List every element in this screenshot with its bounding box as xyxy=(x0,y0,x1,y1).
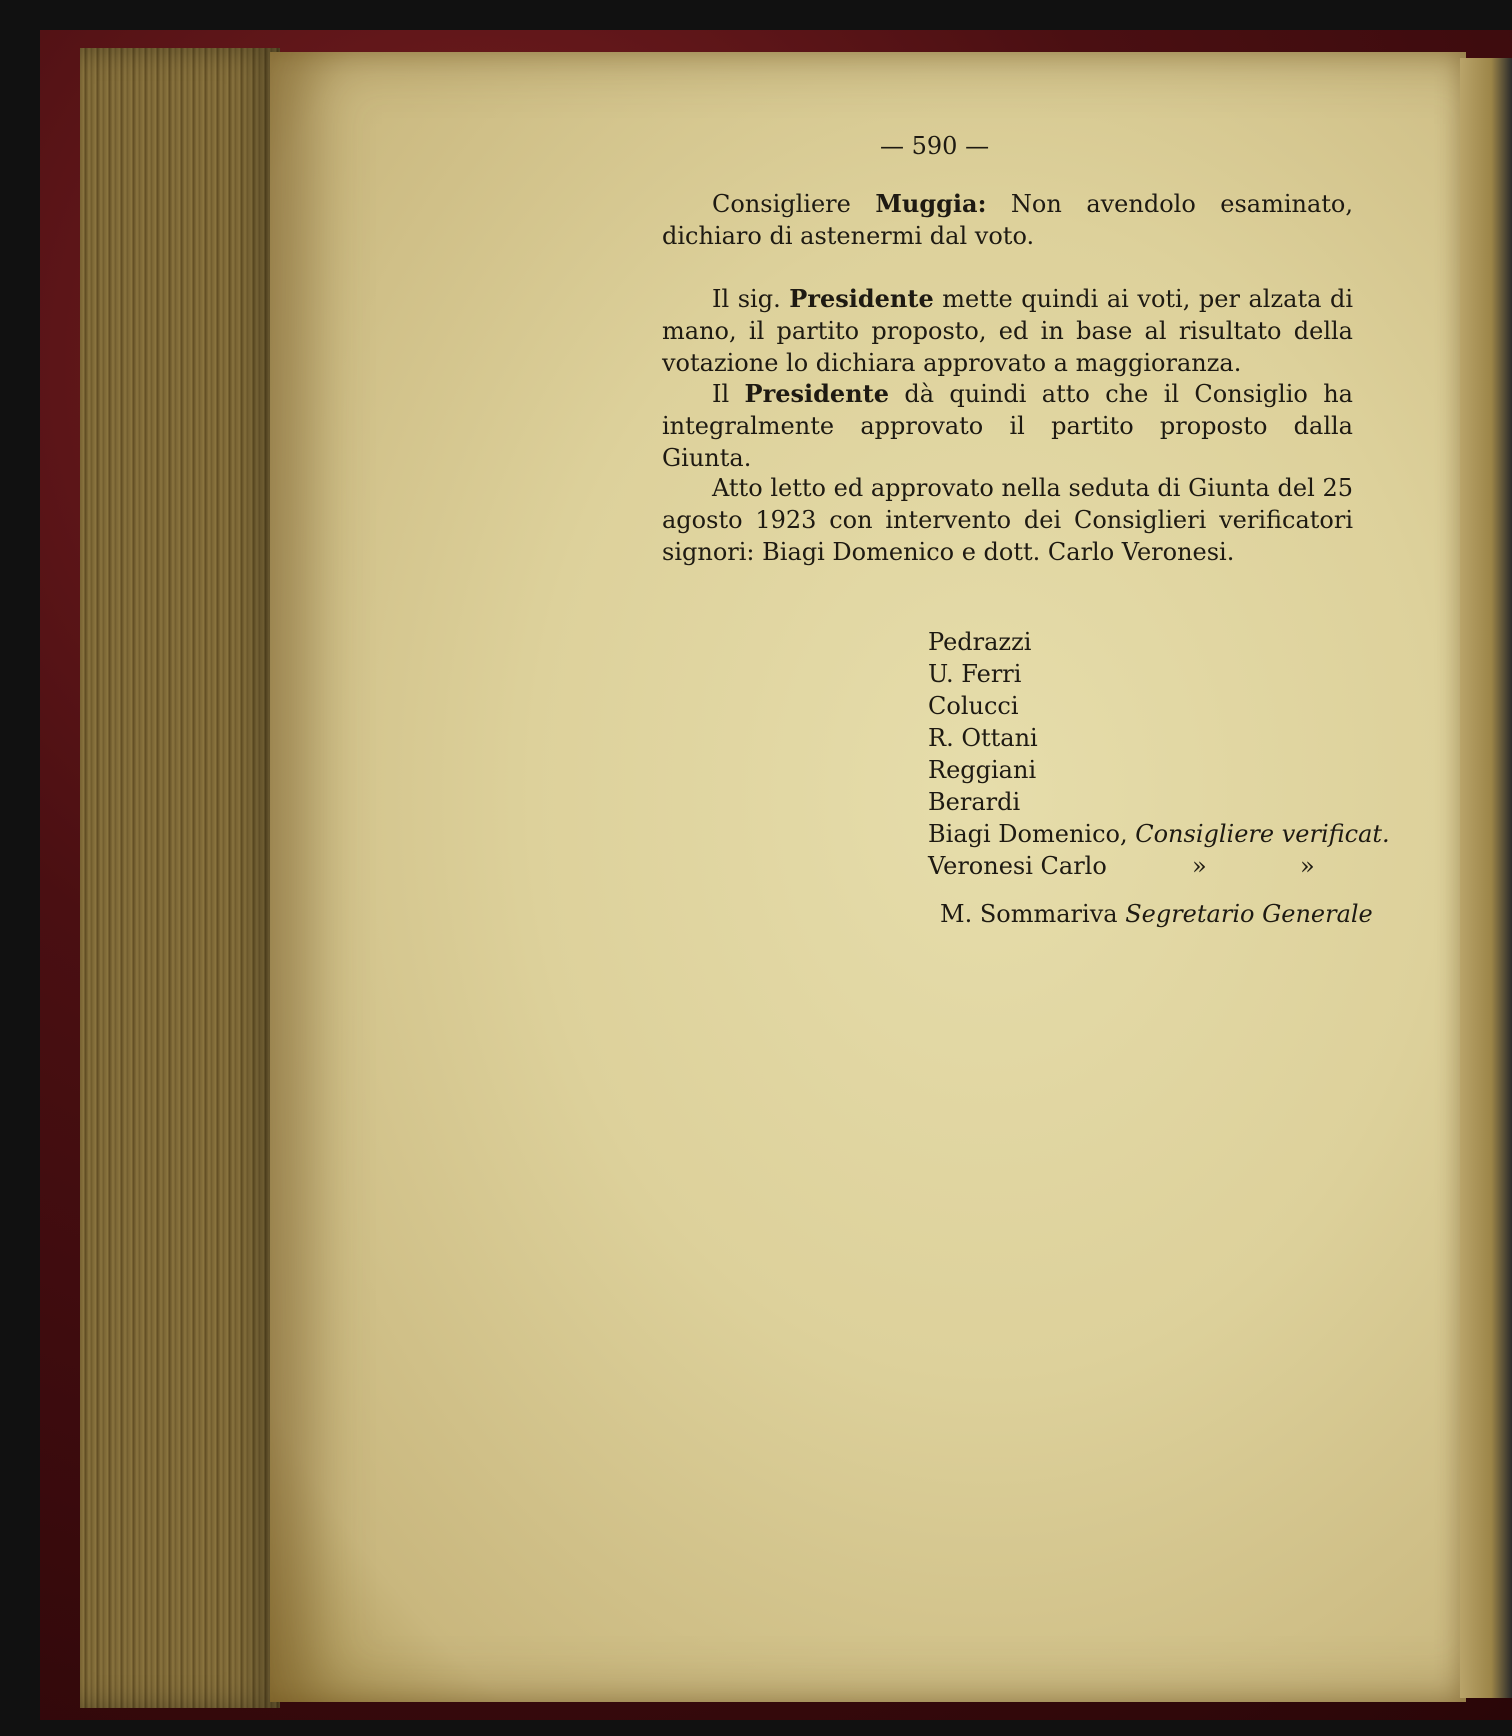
secretary-role: Segretario Generale xyxy=(1125,900,1373,928)
signature-list xyxy=(928,626,1390,882)
signature-item: Berardi xyxy=(928,788,1021,816)
signature-item: Pedrazzi xyxy=(928,628,1032,656)
para1-text: Non avendolo esaminato, dichiaro di astenermi dal voto. xyxy=(662,190,1354,250)
para1-prefix: Consigliere xyxy=(712,190,876,218)
para2-speaker: Presidente xyxy=(789,284,934,313)
page-right-edge xyxy=(1460,58,1512,1698)
verifier1-name: Biagi Domenico, xyxy=(928,820,1136,848)
paragraph-atto-letto: Atto letto ed approvato nella seduta di Giunta del 25 agosto 1923 con intervento dei Consiglieri verificatori signori: Biagi Domenico e dott. Carlo Veronesi. xyxy=(662,474,1353,566)
signature-item: Colucci xyxy=(928,692,1019,720)
secretary-name: M. Sommariva xyxy=(940,900,1126,928)
paragraph-presidente-atto xyxy=(662,378,1353,474)
ditto-mark: » xyxy=(1300,852,1315,880)
signature-verifier-2 xyxy=(928,850,1390,882)
signature-item: R. Ottani xyxy=(928,724,1038,752)
signature-item: Reggiani xyxy=(928,756,1037,784)
para2-prefix: Il sig. xyxy=(712,285,790,313)
secretary-signature xyxy=(940,900,1373,928)
para1-speaker: Muggia: xyxy=(875,189,987,218)
para3-prefix: Il xyxy=(712,380,745,408)
verifier2-name: Veronesi Carlo xyxy=(928,852,1107,880)
ditto-mark: » xyxy=(1192,852,1207,880)
signature-item: U. Ferri xyxy=(928,660,1022,688)
para2-text: mette quindi ai voti, per alzata di mano, il partito proposto, ed in base al risultato della votazione lo dichiara approvato a maggioranza. xyxy=(662,285,1353,377)
paragraph-muggia xyxy=(662,188,1353,252)
verifier1-role: Consigliere verificat. xyxy=(1135,820,1390,848)
para3-text: dà quindi atto che il Consiglio ha integralmente approvato il partito proposto dalla Giunta. xyxy=(662,380,1353,472)
para3-speaker: Presidente xyxy=(744,379,889,408)
page-number: — 590 — xyxy=(880,132,990,160)
signature-verifier-1 xyxy=(928,818,1390,850)
page-edges xyxy=(80,48,280,1708)
paragraph-presidente-vote xyxy=(662,283,1353,379)
